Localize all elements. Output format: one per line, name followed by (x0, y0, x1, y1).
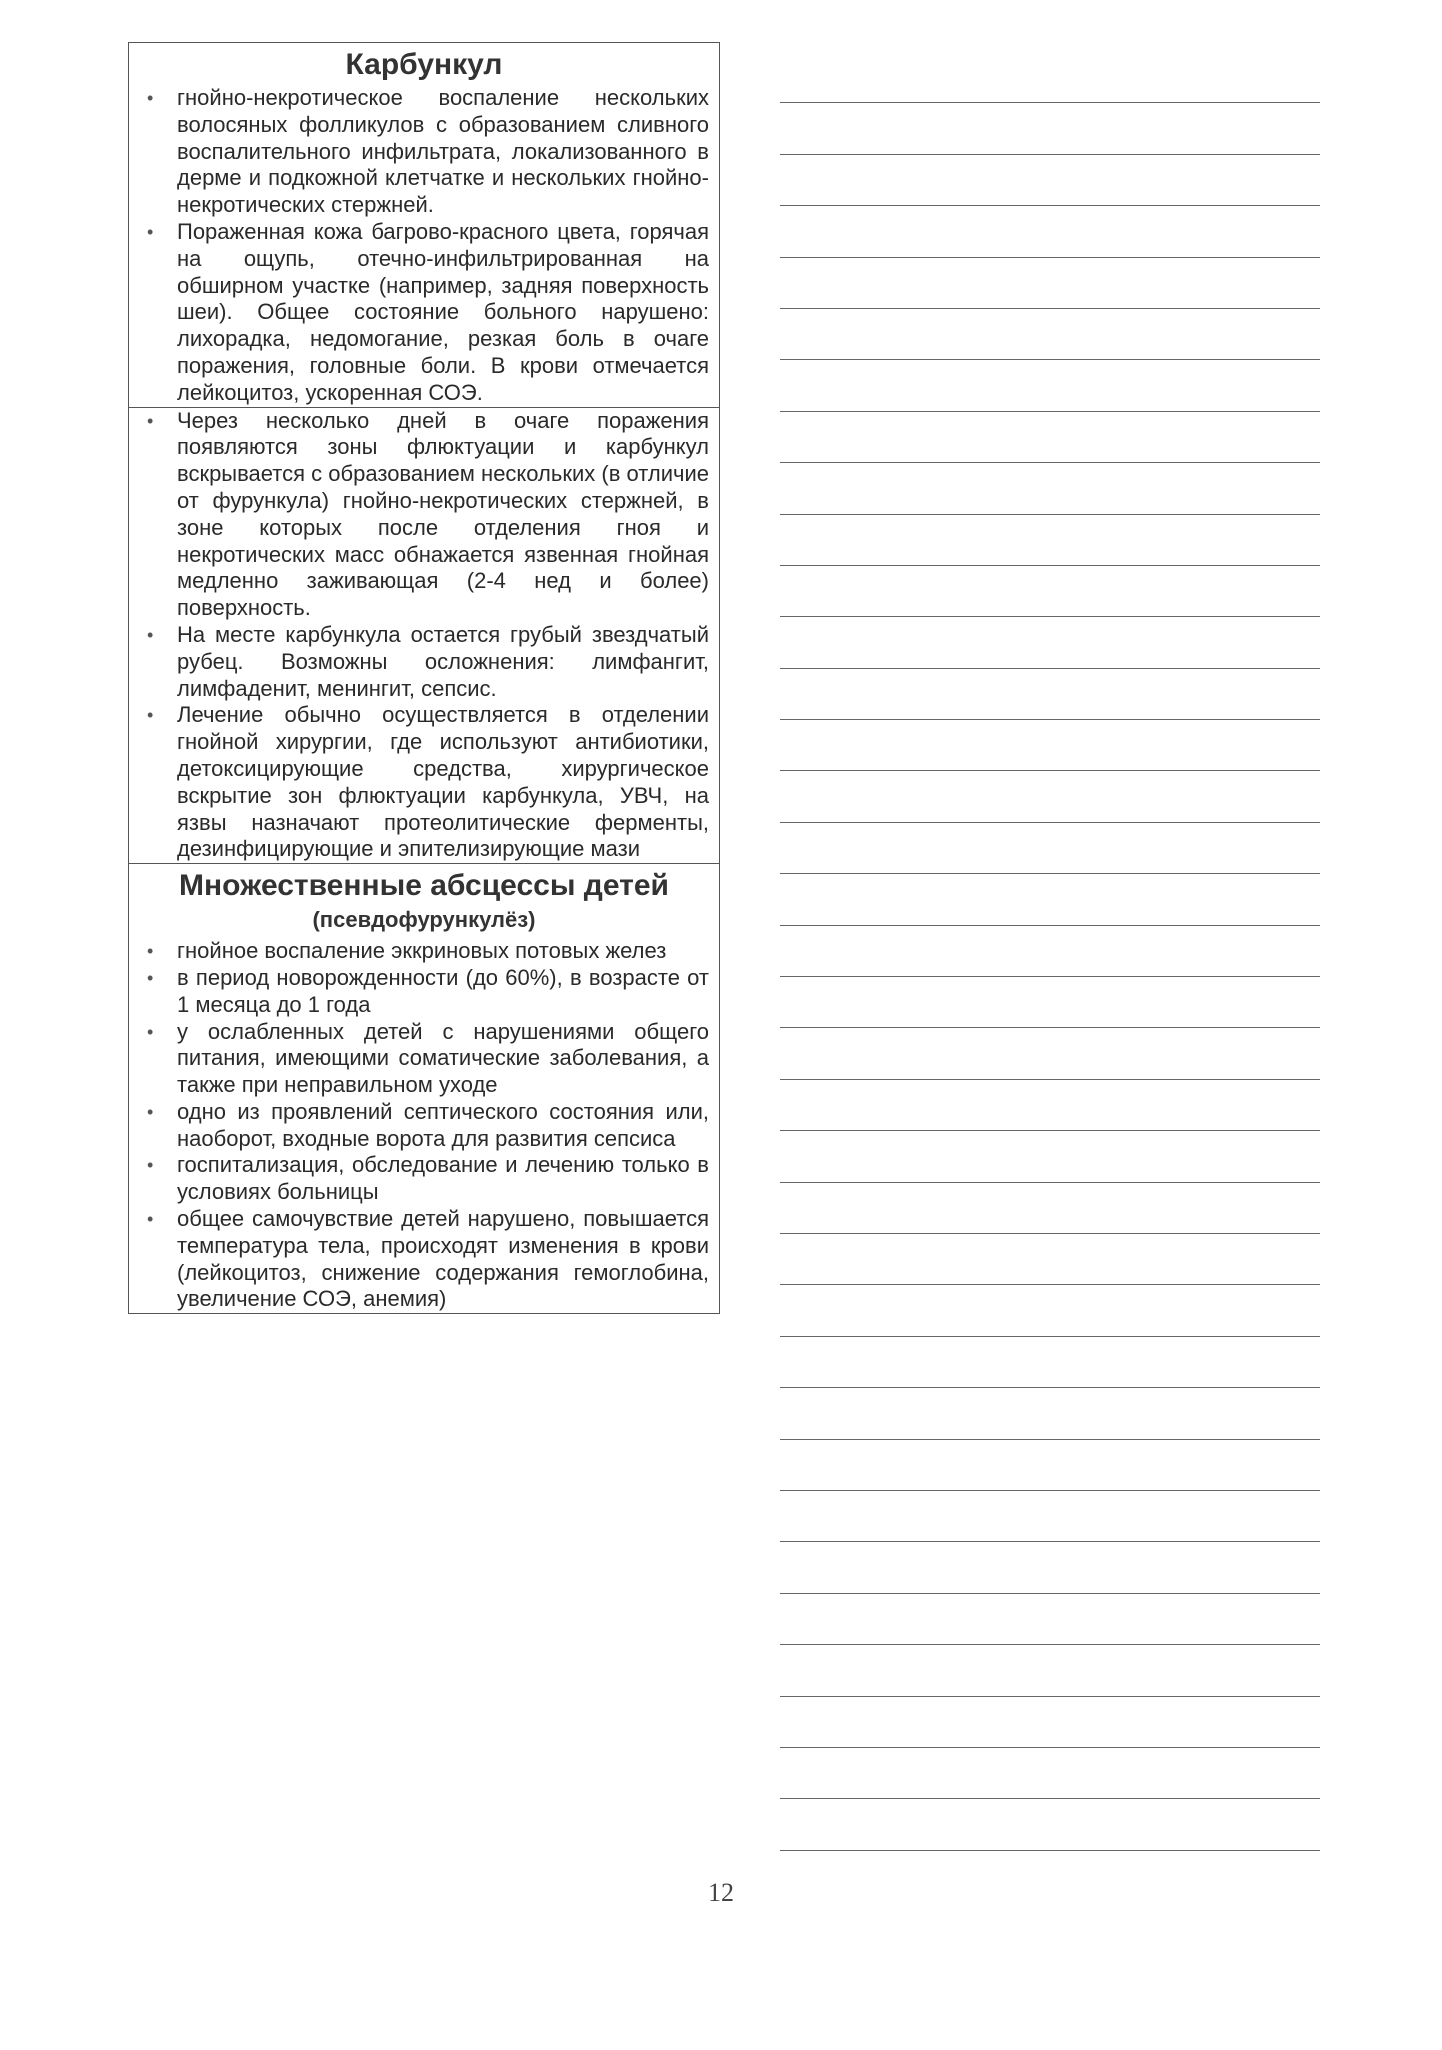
note-line (780, 1799, 1320, 1850)
note-line (780, 1234, 1320, 1285)
note-line (780, 617, 1320, 668)
note-line (780, 977, 1320, 1028)
note-line (780, 874, 1320, 925)
note-line (780, 52, 1320, 103)
bullet-list (129, 408, 719, 864)
list-item: • одно из проявлений септического состояния или, наоборот, входные ворота для развития сепсиса (129, 1099, 709, 1153)
notes-column (780, 52, 1320, 1851)
section-title: Карбункул (345, 48, 503, 81)
note-line (780, 669, 1320, 720)
note-line (780, 1748, 1320, 1799)
list-item: • Через несколько дней в очаге поражения появляются зоны флюктуации и карбункул вскрывается с образованием нескольких (в отличие от фурункула) гнойно-некротических стержней, в зоне которых после отделения гноя и некротических масс обнажается язвенная гнойная медленно заживающая (2-4 нед и более) поверхность. (129, 408, 709, 622)
note-line (780, 566, 1320, 617)
list-item: • гнойное воспаление эккриновых потовых желез (129, 938, 709, 965)
note-line (780, 926, 1320, 977)
note-line (780, 1645, 1320, 1696)
note-line (780, 1594, 1320, 1645)
note-line (780, 1080, 1320, 1131)
section-carbuncle (129, 47, 719, 408)
note-line (780, 463, 1320, 514)
bullet-list (129, 85, 719, 407)
list-item: • Пораженная кожа багрово-красного цвета, горячая на ощупь, отечно-инфильтрированная на обширном участке (например, задняя поверхность шеи). Общее состояние больного нарушено: лихорадка, недомогание, резкая боль в очаге поражения, головные боли. В крови отмечается лейкоцитоз, ускоренная СОЭ. (129, 219, 709, 407)
section-title: Множественные абсцессы детей (179, 869, 669, 903)
page-number: 12 (708, 1878, 734, 1907)
note-line (780, 720, 1320, 771)
list-item: • Лечение обычно осуществляется в отделении гнойной хирургии, где используют антибиотики, детоксицирующие средства, хирургическое вскрытие зон флюктуации карбункула, УВЧ, на язвы назначают протеолитические ферменты, дезинфицирующие и эпителизирующие мази (129, 702, 709, 863)
note-line (780, 771, 1320, 822)
list-item: • гнойно-некротическое воспаление нескольких волосяных фолликулов с образованием сливного воспалительного инфильтрата, локализованного в дерме и подкожной клетчатке и нескольких гнойно-некротических стержней. (129, 85, 709, 219)
note-line (780, 1337, 1320, 1388)
note-line (780, 1440, 1320, 1491)
note-line (780, 1183, 1320, 1234)
note-line (780, 103, 1320, 154)
section-subtitle: (псевдофурункулёз) (312, 907, 536, 933)
note-line (780, 1491, 1320, 1542)
list-item: • общее самочувствие детей нарушено, повышается температура тела, происходят изменения в крови (лейкоцитоз, снижение содержания гемоглобина, увеличение СОЭ, анемия) (129, 1206, 709, 1313)
note-line (780, 412, 1320, 463)
note-line (780, 206, 1320, 257)
note-line (780, 1028, 1320, 1079)
section-multiple-abscesses (129, 868, 719, 1313)
section-carbuncle-continued (129, 408, 719, 865)
note-line (780, 309, 1320, 360)
note-line (780, 360, 1320, 411)
note-line (780, 823, 1320, 874)
list-item: • в период новорожденности (до 60%), в возрасте от 1 месяца до 1 года (129, 965, 709, 1019)
note-line (780, 1697, 1320, 1748)
note-line (780, 258, 1320, 309)
note-line (780, 515, 1320, 566)
note-line (780, 1542, 1320, 1593)
bullet-list (129, 938, 719, 1313)
note-line (780, 1285, 1320, 1336)
note-line (780, 155, 1320, 206)
list-item: • госпитализация, обследование и лечению только в условиях больницы (129, 1152, 709, 1206)
list-item: • На месте карбункула остается грубый звездчатый рубец. Возможны осложнения: лимфангит, лимфаденит, менингит, сепсис. (129, 622, 709, 702)
note-line (780, 1131, 1320, 1182)
list-item: • у ослабленных детей с нарушениями общего питания, имеющими соматические заболевания, а также при неправильном уходе (129, 1019, 709, 1099)
note-line (780, 1388, 1320, 1439)
content-column (128, 42, 720, 1314)
